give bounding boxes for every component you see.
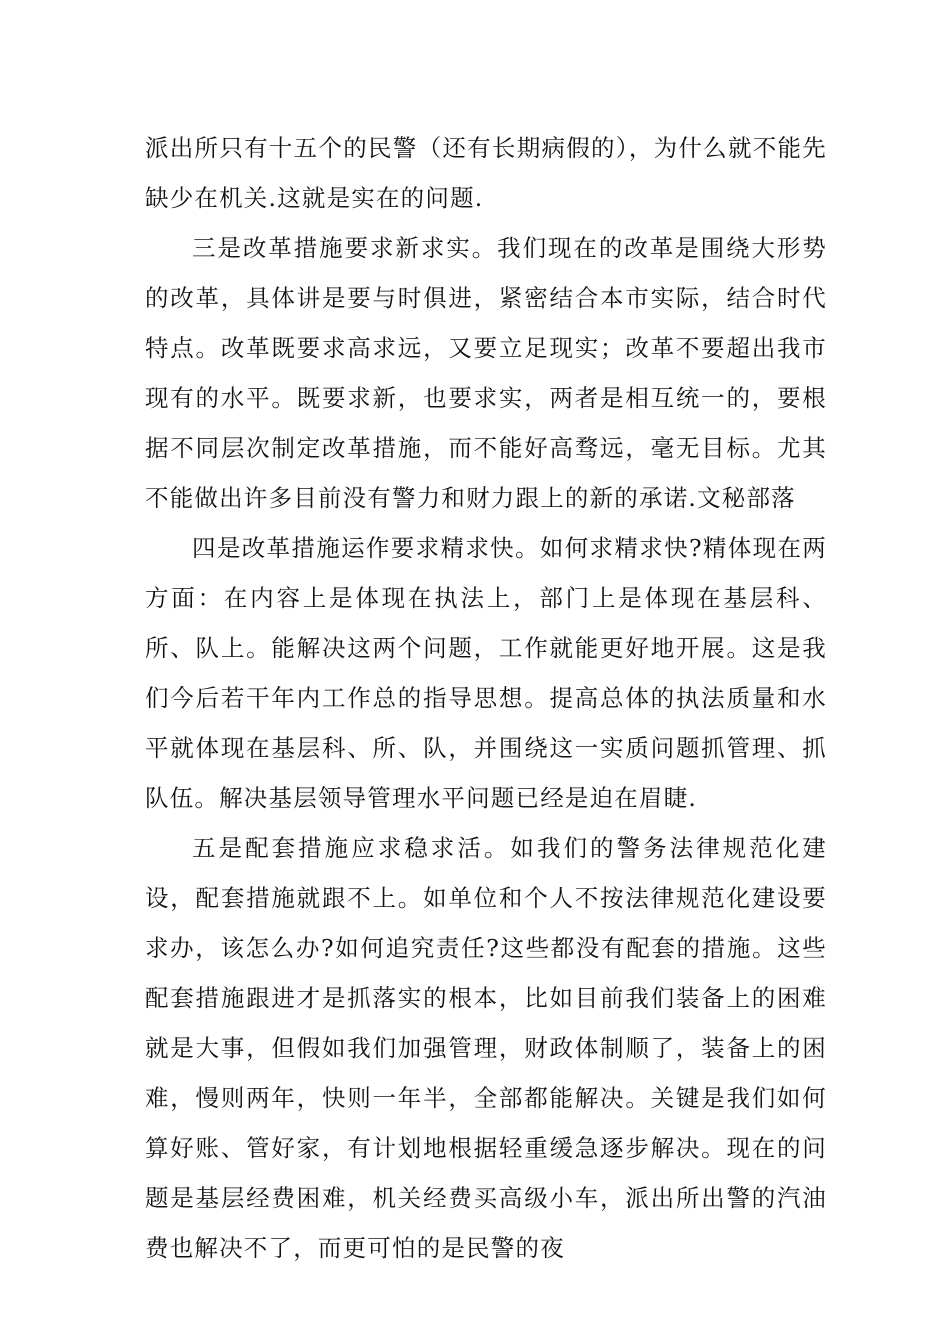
document-page xyxy=(145,123,827,1273)
paragraph-1: 派出所只有十五个的民警（还有长期病假的），为什么就不能先缺少在机关.这就是实在的问题. xyxy=(145,134,827,212)
paragraph-2: 三是改革措施要求新求实。我们现在的改革是围绕大形势的改革，具体讲是要与时俱进，紧密结合本市实际，结合时代特点。改革既要求高求远，又要立足现实；改革不要超出我市现有的水平。既要求新，也要求实，两者是相互统一的，要根据不同层次制定改革措施，而不能好高骛远，毫无目标。尤其不能做出许多目前没有警力和财力跟上的新的承诺.文秘部落 xyxy=(145,234,827,512)
paragraph-4: 五是配套措施应求稳求活。如我们的警务法律规范化建设，配套措施就跟不上。如单位和个人不按法律规范化建设要求办，该怎么办?如何追究责任?这些都没有配套的措施。这些配套措施跟进才是抓落实的根本，比如目前我们装备上的困难就是大事，但假如我们加强管理，财政体制顺了，装备上的困难，慢则两年，快则一年半，全部都能解决。关键是我们如何算好账、管好家，有计划地根据轻重缓急逐步解决。现在的问题是基层经费困难，机关经费买高级小车，派出所出警的汽油费也解决不了，而更可怕的是民警的夜 xyxy=(145,834,827,1262)
paragraph-3: 四是改革措施运作要求精求快。如何求精求快?精体现在两方面：在内容上是体现在执法上，部门上是体现在基层科、所、队上。能解决这两个问题，工作就能更好地开展。这是我们今后若干年内工作总的指导思想。提高总体的执法质量和水平就体现在基层科、所、队，并围绕这一实质问题抓管理、抓队伍。解决基层领导管理水平问题已经是迫在眉睫. xyxy=(145,534,827,812)
